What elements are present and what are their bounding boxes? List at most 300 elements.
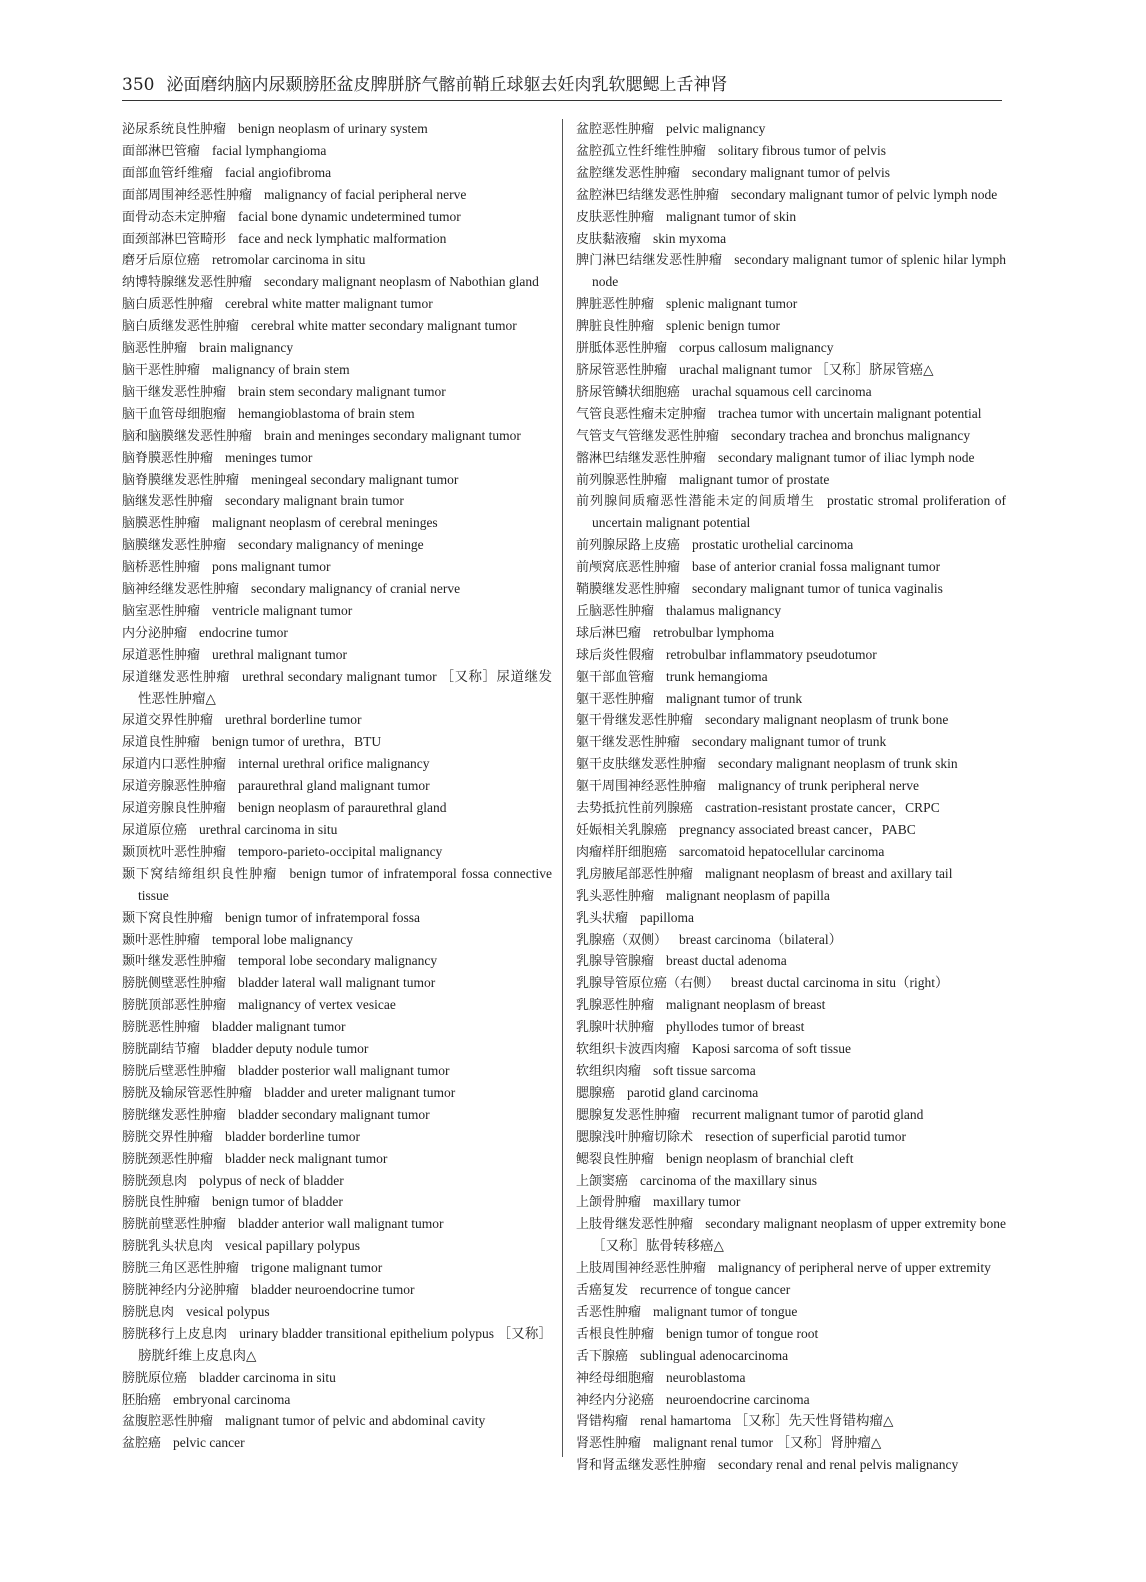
glossary-entry <box>576 842 1006 864</box>
glossary-entry <box>122 404 552 426</box>
entry-chinese-term: 乳头恶性肿瘤 <box>576 888 655 904</box>
glossary-entry <box>576 1368 1006 1390</box>
entry-english-term: secondary malignant neoplasm of trunk bone <box>705 712 949 728</box>
entry-chinese-term: 尿道旁腺恶性肿瘤 <box>122 779 227 795</box>
glossary-entry <box>576 426 1006 448</box>
glossary-entry <box>122 470 552 492</box>
glossary-entry <box>122 798 552 820</box>
entry-english-term: malignant tumor of pelvic and abdominal cavity <box>225 1413 486 1429</box>
entry-chinese-term: 膀胱副结节瘤 <box>122 1042 201 1058</box>
entry-english-term: recurrence of tongue cancer <box>640 1282 791 1298</box>
glossary-entry <box>122 1039 552 1061</box>
entry-chinese-term: 脑继发恶性肿瘤 <box>122 494 214 510</box>
entry-english-term: secondary malignant brain tumor <box>225 493 404 509</box>
glossary-entry <box>576 951 1006 973</box>
entry-chinese-term: 脐尿管恶性肿瘤 <box>576 362 668 378</box>
entry-chinese-term: 躯干部血管瘤 <box>576 669 655 685</box>
entry-english-term: secondary malignancy of meninge <box>238 537 424 553</box>
entry-english-term: secondary renal and renal pelvis malignancy <box>718 1457 959 1473</box>
glossary-entry <box>122 141 552 163</box>
glossary-entry <box>122 1171 552 1193</box>
entry-english-term: retrobulbar inflammatory pseudotumor <box>666 646 877 662</box>
entry-chinese-term: 舌下腺癌 <box>576 1348 629 1364</box>
entry-english-term: splenic malignant tumor <box>666 296 798 312</box>
entry-chinese-term: 泌尿系统良性肿瘤 <box>122 122 227 137</box>
entry-english-term: meningeal secondary malignant tumor <box>251 471 459 487</box>
entry-english-term: maxillary tumor <box>653 1194 741 1210</box>
glossary-entry <box>576 1061 1006 1083</box>
glossary-entry <box>122 207 552 229</box>
glossary-entry <box>122 513 552 535</box>
glossary-entry <box>576 404 1006 426</box>
entry-chinese-term: 丘脑恶性肿瘤 <box>576 603 655 619</box>
entry-chinese-term: 躯干恶性肿瘤 <box>576 691 655 707</box>
glossary-entry <box>576 1214 1006 1258</box>
glossary-entry <box>122 119 552 141</box>
entry-chinese-term: 乳腺导管腺瘤 <box>576 954 655 970</box>
entry-chinese-term: 膀胱颈息肉 <box>122 1173 188 1189</box>
glossary-entry <box>576 820 1006 842</box>
entry-english-term: hemangioblastoma of brain stem <box>238 405 415 421</box>
entry-english-term: parotid gland carcinoma <box>627 1084 759 1100</box>
entry-english-term: pons malignant tumor <box>212 559 331 575</box>
glossary-entry <box>576 667 1006 689</box>
entry-english-term: bladder lateral wall malignant tumor <box>238 975 436 991</box>
entry-chinese-term: 躯干骨继发恶性肿瘤 <box>576 713 694 729</box>
entry-english-term: brain and meninges secondary malignant tumor <box>264 427 521 443</box>
entry-chinese-term: 脑桥恶性肿瘤 <box>122 560 201 576</box>
glossary-entry <box>576 973 1006 995</box>
glossary-entry <box>576 908 1006 930</box>
entry-chinese-term: 尿道原位癌 <box>122 823 188 838</box>
entry-english-term: secondary malignant tumor of pelvis <box>692 164 890 180</box>
entry-chinese-term: 面部血管纤维瘤 <box>122 165 214 181</box>
entry-english-term: retrobulbar lymphoma <box>653 624 775 640</box>
glossary-entry <box>122 491 552 513</box>
entry-chinese-term: 纳博特腺继发恶性肿瘤 <box>122 275 253 291</box>
entry-chinese-term: 尿道恶性肿瘤 <box>122 647 201 663</box>
entry-english-term: malignancy of brain stem <box>212 361 350 377</box>
glossary-entry <box>576 1258 1006 1280</box>
entry-english-term: facial bone dynamic undetermined tumor <box>238 208 461 224</box>
glossary-entry <box>576 207 1006 229</box>
entry-chinese-term: 脑和脑膜继发恶性肿瘤 <box>122 428 253 444</box>
glossary-entry <box>576 710 1006 732</box>
glossary-entry <box>576 1083 1006 1105</box>
entry-chinese-term: 气管良恶性瘤未定肿瘤 <box>576 406 707 422</box>
glossary-entry <box>576 535 1006 557</box>
glossary-entry <box>122 229 552 251</box>
entry-english-term: urethral borderline tumor <box>225 712 362 728</box>
entry-english-term: malignancy of trunk peripheral nerve <box>718 778 919 794</box>
entry-english-term: sarcomatoid hepatocellular carcinoma <box>679 843 885 859</box>
entry-english-term: temporo-parieto-occipital malignancy <box>238 843 443 859</box>
entry-chinese-term: 神经内分泌癌 <box>576 1392 655 1408</box>
entry-chinese-term: 脑干继发恶性肿瘤 <box>122 384 227 400</box>
entry-english-term: renal hamartoma ［又称］先天性肾错构瘤△ <box>640 1413 894 1429</box>
glossary-entry <box>122 842 552 864</box>
glossary-entry <box>122 185 552 207</box>
entry-chinese-term: 脑脊膜恶性肿瘤 <box>122 450 214 466</box>
glossary-entry <box>576 382 1006 404</box>
entry-english-term: secondary malignant neoplasm of trunk skin <box>718 756 958 772</box>
entry-english-term: bladder anterior wall malignant tumor <box>238 1216 444 1232</box>
entry-english-term: urachal squamous cell carcinoma <box>692 383 872 399</box>
entry-chinese-term: 腮腺复发恶性肿瘤 <box>576 1107 681 1123</box>
entry-chinese-term: 尿道交界性肿瘤 <box>122 713 214 729</box>
glossary-entry <box>122 908 552 930</box>
entry-chinese-term: 膀胱前壁恶性肿瘤 <box>122 1217 227 1233</box>
glossary-entry <box>122 294 552 316</box>
entry-chinese-term: 鞘膜继发恶性肿瘤 <box>576 582 681 598</box>
glossary-entry <box>122 710 552 732</box>
glossary-entry <box>122 995 552 1017</box>
entry-chinese-term: 尿道良性肿瘤 <box>122 735 201 751</box>
entry-chinese-term: 球后淋巴瘤 <box>576 625 642 641</box>
entry-english-term: benign tumor of tongue root <box>666 1325 819 1341</box>
glossary-entry <box>122 973 552 995</box>
glossary-entry <box>122 732 552 754</box>
entry-chinese-term: 上颌窦癌 <box>576 1173 629 1189</box>
glossary-entry <box>576 1390 1006 1412</box>
glossary-entry <box>122 1368 552 1390</box>
entry-english-term: papilloma <box>640 909 695 925</box>
entry-english-term: facial angiofibroma <box>225 164 332 180</box>
entry-english-term: endocrine tumor <box>199 624 288 640</box>
entry-chinese-term: 膀胱颈恶性肿瘤 <box>122 1151 214 1167</box>
glossary-entry <box>122 338 552 360</box>
entry-chinese-term: 脾脏良性肿瘤 <box>576 319 655 335</box>
entry-english-term: breast ductal carcinoma in situ（right） <box>731 975 949 991</box>
entry-chinese-term: 脾脏恶性肿瘤 <box>576 297 655 313</box>
glossary-entry <box>122 557 552 579</box>
glossary-entry <box>122 163 552 185</box>
entry-chinese-term: 颞叶恶性肿瘤 <box>122 932 201 948</box>
entry-english-term: sublingual adenocarcinoma <box>640 1347 789 1363</box>
entry-english-term: benign tumor of infratemporal fossa <box>225 909 420 925</box>
entry-chinese-term: 颞下窝结缔组织良性肿瘤 <box>122 866 278 882</box>
entry-chinese-term: 脑膜恶性肿瘤 <box>122 516 201 532</box>
entry-english-term: internal urethral orifice malignancy <box>238 756 430 772</box>
glossary-entry <box>122 1433 552 1455</box>
left-column <box>122 119 552 1455</box>
entry-english-term: Kaposi sarcoma of soft tissue <box>692 1041 851 1057</box>
glossary-entry <box>122 930 552 952</box>
entry-english-term: breast ductal adenoma <box>666 953 787 969</box>
glossary-entry <box>122 1192 552 1214</box>
entry-chinese-term: 盆腔继发恶性肿瘤 <box>576 165 681 181</box>
glossary-entry <box>122 1149 552 1171</box>
entry-chinese-term: 盆腔癌 <box>122 1436 162 1452</box>
glossary-entry <box>122 623 552 645</box>
entry-english-term: soft tissue sarcoma <box>653 1062 756 1078</box>
glossary-entry <box>122 426 552 448</box>
entry-chinese-term: 面颈部淋巴管畸形 <box>122 231 227 247</box>
entry-english-term: malignancy of vertex vesicae <box>238 997 396 1013</box>
glossary-entry <box>122 272 552 294</box>
entry-english-term: retromolar carcinoma in situ <box>212 252 366 268</box>
entry-chinese-term: 面骨动态未定肿瘤 <box>122 209 227 225</box>
entry-english-term: bladder malignant tumor <box>212 1019 346 1035</box>
glossary-entry <box>576 229 1006 251</box>
glossary-entry <box>576 360 1006 382</box>
entry-english-term: face and neck lymphatic malformation <box>238 230 447 246</box>
glossary-entry <box>576 448 1006 470</box>
entry-english-term: temporal lobe secondary malignancy <box>238 953 438 969</box>
entry-english-term: trigone malignant tumor <box>251 1260 383 1276</box>
entry-chinese-term: 乳腺癌（双侧） <box>576 932 668 948</box>
entry-english-term: embryonal carcinoma <box>173 1391 291 1407</box>
entry-english-term: vesical papillary polypus <box>225 1238 360 1254</box>
entry-english-term: malignant renal tumor ［又称］肾肿瘤△ <box>653 1435 882 1451</box>
entry-english-term: benign neoplasm of paraurethral gland <box>238 800 447 816</box>
glossary-entry <box>122 1280 552 1302</box>
entry-chinese-term: 前颅窝底恶性肿瘤 <box>576 560 681 576</box>
glossary-entry <box>122 1061 552 1083</box>
entry-chinese-term: 脑干血管母细胞瘤 <box>122 406 227 422</box>
glossary-entry <box>122 316 552 338</box>
entry-english-term: pelvic malignancy <box>666 121 766 136</box>
page-number: 350 <box>122 75 155 95</box>
entry-english-term: carcinoma of the maxillary sinus <box>640 1172 817 1188</box>
entry-chinese-term: 膀胱顶部恶性肿瘤 <box>122 998 227 1014</box>
glossary-entry <box>576 1017 1006 1039</box>
entry-chinese-term: 皮肤恶性肿瘤 <box>576 209 655 225</box>
entry-chinese-term: 上颌骨肿瘤 <box>576 1195 642 1211</box>
entry-english-term: benign tumor of urethra，BTU <box>212 734 382 750</box>
entry-chinese-term: 乳腺恶性肿瘤 <box>576 998 655 1014</box>
entry-english-term: urachal malignant tumor ［又称］脐尿管癌△ <box>679 361 934 377</box>
entry-chinese-term: 颞下窝良性肿瘤 <box>122 910 214 926</box>
entry-chinese-term: 尿道继发恶性肿瘤 <box>122 669 231 685</box>
entry-english-term: recurrent malignant tumor of parotid gland <box>692 1106 924 1122</box>
glossary-entry <box>122 864 552 908</box>
entry-chinese-term: 膀胱后壁恶性肿瘤 <box>122 1063 227 1079</box>
glossary-entry <box>576 1192 1006 1214</box>
entry-chinese-term: 膀胱良性肿瘤 <box>122 1195 201 1211</box>
entry-chinese-term: 膀胱乳头状息肉 <box>122 1239 214 1255</box>
glossary-entry <box>576 645 1006 667</box>
entry-chinese-term: 去势抵抗性前列腺癌 <box>576 801 694 817</box>
entry-english-term: thalamus malignancy <box>666 602 782 618</box>
entry-english-term: ventricle malignant tumor <box>212 602 353 618</box>
entry-chinese-term: 膀胱原位癌 <box>122 1370 188 1386</box>
entry-english-term: prostatic stromal proliferation of uncertain malignant potential <box>592 493 1006 531</box>
entry-english-term: secondary malignant tumor of iliac lymph node <box>718 449 975 465</box>
glossary-entry <box>122 250 552 272</box>
entry-english-term: bladder carcinoma in situ <box>199 1369 336 1385</box>
entry-chinese-term: 膀胱三角区恶性肿瘤 <box>122 1261 240 1277</box>
entry-english-term: breast carcinoma（bilateral） <box>679 931 843 947</box>
entry-english-term: solitary fibrous tumor of pelvis <box>718 142 886 158</box>
entry-chinese-term: 乳头状瘤 <box>576 910 629 926</box>
entry-english-term: secondary malignant tumor of pelvic lymph node <box>731 186 998 202</box>
entry-chinese-term: 膀胱交界性肿瘤 <box>122 1129 214 1145</box>
glossary-entry <box>122 382 552 404</box>
entry-english-term: secondary malignancy of cranial nerve <box>251 581 461 597</box>
entry-english-term: meninges tumor <box>225 449 313 465</box>
entry-english-term: urethral malignant tumor <box>212 646 347 662</box>
entry-english-term: prostatic urothelial carcinoma <box>692 537 854 553</box>
entry-english-term: malignant tumor of trunk <box>666 690 803 706</box>
entry-chinese-term: 软组织肉瘤 <box>576 1063 642 1079</box>
entry-chinese-term: 脑室恶性肿瘤 <box>122 603 201 619</box>
entry-english-term: bladder deputy nodule tumor <box>212 1041 369 1057</box>
entry-chinese-term: 舌根良性肿瘤 <box>576 1326 655 1342</box>
entry-chinese-term: 前列腺恶性肿瘤 <box>576 472 668 488</box>
glossary-entry <box>122 667 552 711</box>
entry-english-term: benign tumor of bladder <box>212 1194 343 1210</box>
entry-chinese-term: 脑膜继发恶性肿瘤 <box>122 538 227 554</box>
entry-english-term: malignancy of peripheral nerve of upper extremity <box>718 1260 991 1276</box>
entry-english-term: phyllodes tumor of breast <box>666 1019 805 1035</box>
entry-english-term: temporal lobe malignancy <box>212 931 353 947</box>
entry-chinese-term: 尿道内口恶性肿瘤 <box>122 757 227 773</box>
glossary-entry <box>122 1127 552 1149</box>
entry-chinese-term: 舌癌复发 <box>576 1283 629 1299</box>
entry-english-term: vesical polypus <box>186 1303 270 1319</box>
glossary-entry <box>576 1039 1006 1061</box>
glossary-entry <box>122 820 552 842</box>
entry-english-term: malignant tumor of skin <box>666 208 797 224</box>
glossary-entry <box>576 1324 1006 1346</box>
glossary-entry <box>122 754 552 776</box>
glossary-entry <box>122 579 552 601</box>
entry-chinese-term: 躯干皮肤继发恶性肿瘤 <box>576 757 707 773</box>
entry-chinese-term: 颞叶继发恶性肿瘤 <box>122 954 227 970</box>
entry-english-term: bladder neck malignant tumor <box>225 1150 388 1166</box>
entry-english-term: brain stem secondary malignant tumor <box>238 383 446 399</box>
glossary-entry <box>576 995 1006 1017</box>
entry-chinese-term: 膀胱继发恶性肿瘤 <box>122 1107 227 1123</box>
entry-english-term: secondary malignant neoplasm of Nabothian gland <box>264 274 539 290</box>
entry-chinese-term: 颞顶枕叶恶性肿瘤 <box>122 844 227 860</box>
entry-chinese-term: 皮肤黏液瘤 <box>576 231 642 247</box>
entry-chinese-term: 乳腺叶状肿瘤 <box>576 1020 655 1036</box>
entry-english-term: neuroblastoma <box>666 1369 746 1385</box>
entry-chinese-term: 磨牙后原位癌 <box>122 253 201 269</box>
glossary-entry <box>576 294 1006 316</box>
entry-chinese-term: 盆腔淋巴结继发恶性肿瘤 <box>576 187 720 203</box>
entry-english-term: bladder posterior wall malignant tumor <box>238 1062 450 1078</box>
glossary-entry <box>122 776 552 798</box>
entry-chinese-term: 尿道旁腺良性肿瘤 <box>122 801 227 817</box>
glossary-entry <box>576 1302 1006 1324</box>
glossary-entry <box>122 535 552 557</box>
entry-chinese-term: 脑神经继发恶性肿瘤 <box>122 582 240 598</box>
glossary-entry <box>122 1105 552 1127</box>
entry-english-term: benign neoplasm of branchial cleft <box>666 1150 854 1166</box>
glossary-entry <box>576 798 1006 820</box>
entry-chinese-term: 腮腺癌 <box>576 1085 616 1101</box>
entry-english-term: pregnancy associated breast cancer，PABC <box>679 822 916 837</box>
page-header <box>122 74 1002 101</box>
entry-chinese-term: 前列腺尿路上皮癌 <box>576 538 681 554</box>
glossary-entry <box>576 1127 1006 1149</box>
entry-english-term: malignant neoplasm of cerebral meninges <box>212 515 438 531</box>
entry-chinese-term: 躯干继发恶性肿瘤 <box>576 735 681 751</box>
entry-chinese-term: 腮腺浅叶肿瘤切除术 <box>576 1129 694 1145</box>
glossary-entry <box>122 601 552 623</box>
entry-chinese-term: 胼胝体恶性肿瘤 <box>576 341 668 357</box>
entry-chinese-term: 乳房腋尾部恶性肿瘤 <box>576 866 694 882</box>
entry-chinese-term: 脑干恶性肿瘤 <box>122 362 201 378</box>
entry-chinese-term: 盆腔孤立性纤维性肿瘤 <box>576 143 707 159</box>
entry-chinese-term: 膀胱恶性肿瘤 <box>122 1020 201 1036</box>
glossary-entry <box>576 141 1006 163</box>
glossary-entry <box>576 1346 1006 1368</box>
glossary-entry <box>122 1302 552 1324</box>
entry-english-term: secondary malignant neoplasm of upper extremity bone ［又称］肱骨转移癌△ <box>592 1216 1006 1254</box>
entry-chinese-term: 胚胎癌 <box>122 1392 162 1408</box>
entry-english-term: malignant neoplasm of breast <box>666 997 826 1013</box>
glossary-entry <box>576 776 1006 798</box>
glossary-entry <box>576 754 1006 776</box>
entry-english-term: brain malignancy <box>199 340 294 356</box>
entry-english-term: pelvic cancer <box>173 1435 245 1451</box>
glossary-entry <box>122 1411 552 1433</box>
glossary-entry <box>576 250 1006 294</box>
entry-english-term: trachea tumor with uncertain malignant potential <box>718 405 982 421</box>
glossary-entry <box>576 1280 1006 1302</box>
entry-chinese-term: 髂淋巴结继发恶性肿瘤 <box>576 450 707 466</box>
glossary-entry <box>576 338 1006 360</box>
entry-chinese-term: 上肢周围神经恶性肿瘤 <box>576 1261 707 1277</box>
column-divider <box>562 119 563 1457</box>
glossary-entry <box>122 1236 552 1258</box>
glossary-entry <box>576 886 1006 908</box>
entry-chinese-term: 脑恶性肿瘤 <box>122 341 188 357</box>
entry-english-term: bladder and ureter malignant tumor <box>264 1084 456 1100</box>
entry-english-term: secondary trachea and bronchus malignancy <box>731 427 971 443</box>
glossary-entry <box>576 163 1006 185</box>
entry-chinese-term: 球后炎性假瘤 <box>576 647 655 663</box>
page-header-title: 泌面磨纳脑内尿颞膀胚盆皮脾胼脐气髂前鞘丘球躯去妊肉乳软腮鳃上舌神肾 <box>166 75 728 95</box>
entry-english-term: benign neoplasm of urinary system <box>238 121 428 136</box>
glossary-entry <box>576 579 1006 601</box>
entry-chinese-term: 脑白质恶性肿瘤 <box>122 297 214 313</box>
entry-english-term: urethral secondary malignant tumor ［又称］尿道继发性恶性肿瘤△ <box>138 668 552 706</box>
entry-english-term: resection of superficial parotid tumor <box>705 1128 906 1144</box>
entry-english-term: splenic benign tumor <box>666 318 780 334</box>
entry-chinese-term: 神经母细胞瘤 <box>576 1370 655 1386</box>
entry-english-term: paraurethral gland malignant tumor <box>238 778 430 794</box>
entry-chinese-term: 肾恶性肿瘤 <box>576 1436 642 1452</box>
entry-english-term: neuroendocrine carcinoma <box>666 1391 810 1407</box>
glossary-entry <box>122 1214 552 1236</box>
entry-chinese-term: 脐尿管鳞状细胞癌 <box>576 384 681 400</box>
entry-chinese-term: 肾错构瘤 <box>576 1414 629 1430</box>
glossary-entry <box>576 316 1006 338</box>
entry-chinese-term: 膀胱移行上皮息肉 <box>122 1326 228 1342</box>
glossary-entry <box>576 1149 1006 1171</box>
entry-english-term: bladder borderline tumor <box>225 1128 360 1144</box>
entry-english-term: malignancy of facial peripheral nerve <box>264 186 467 202</box>
glossary-entry <box>576 491 1006 535</box>
glossary-entry <box>122 1324 552 1368</box>
glossary-entry <box>576 1171 1006 1193</box>
glossary-entry <box>576 185 1006 207</box>
glossary-entry <box>576 689 1006 711</box>
entry-chinese-term: 脑白质继发恶性肿瘤 <box>122 319 240 335</box>
glossary-entry <box>122 1390 552 1412</box>
entry-english-term: malignant neoplasm of papilla <box>666 887 830 903</box>
entry-english-term: benign tumor of infratemporal fossa connective tissue <box>138 865 552 903</box>
glossary-entry <box>122 360 552 382</box>
entry-chinese-term: 膀胱及输尿管恶性肿瘤 <box>122 1085 253 1101</box>
glossary-entry <box>122 951 552 973</box>
entry-english-term: malignant neoplasm of breast and axillary tail <box>705 865 953 881</box>
